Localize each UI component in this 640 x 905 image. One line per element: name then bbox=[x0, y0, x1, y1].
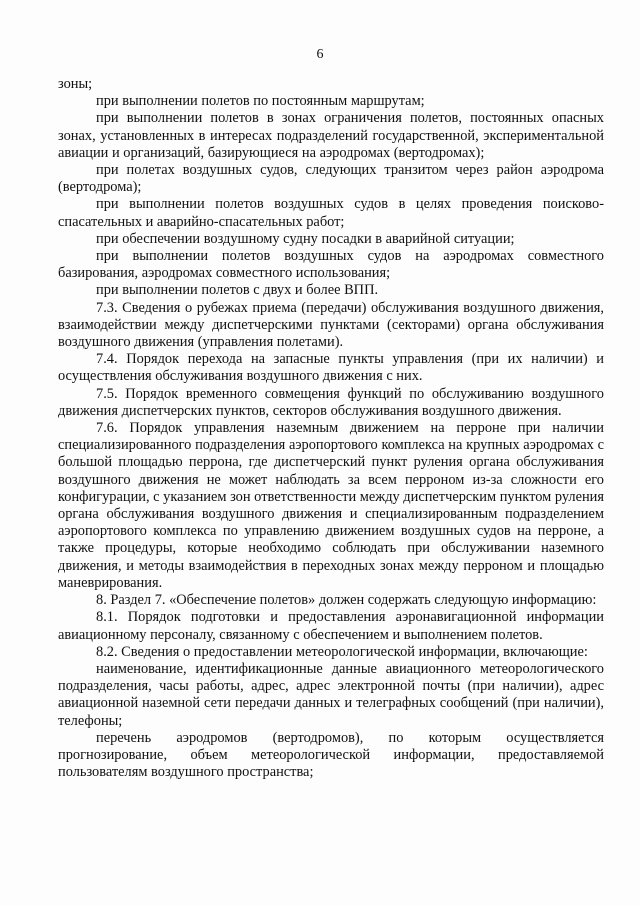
paragraph: 8.2. Сведения о предоставлении метеорологической информации, включающие: bbox=[96, 643, 588, 660]
page-number: 6 bbox=[316, 47, 324, 62]
paragraph: перечень аэродромов (вертодромов), по которым осуществляется прогнозирование, объем метеорологической информации, предоставляемой пользователям воздушного пространства; bbox=[58, 729, 604, 781]
paragraph: при обеспечении воздушному судну посадки в аварийной ситуации; bbox=[96, 230, 515, 247]
paragraph: при полетах воздушных судов, следующих транзитом через район аэродрома (вертодрома); bbox=[58, 162, 604, 196]
paragraph: зоны; bbox=[58, 76, 93, 92]
paragraph: 7.4. Порядок перехода на запасные пункты управления (при их наличии) и осуществления обслуживания воздушного движения с них. bbox=[58, 351, 604, 385]
paragraph: при выполнении полетов по постоянным маршрутам; bbox=[96, 93, 425, 110]
paragraph: 7.6. Порядок управления наземным движением на перроне при наличии специализированного подразделения аэропортового комплекса на крупных аэродромах с большой площадью перрона, где диспетчерский пункт руления органа обслуживания воздушного движения не может наблюдать за всем перроном из-за сложности его конфигурации, с указанием зон ответственности между диспетчерским пунктом руления органа обслуживания воздушного движения и специализированным подразделением аэропортового комплекса по управлению движением воздушных судов на перроне, а также процедуры, которые необходимо соблюдать при обслуживании наземного движения, и методы взаимодействия в переходных зонах между перроном и площадью маневрирования. bbox=[58, 420, 604, 591]
paragraph: наименование, идентификационные данные авиационного метеорологического подразделения, часы работы, адрес, адрес электронной почты (при наличии), адрес авиационной наземной сети передачи данных и телеграфных сообщений (при наличии), телефоны; bbox=[58, 660, 604, 729]
document-body bbox=[58, 76, 604, 781]
paragraph: 8. Раздел 7. «Обеспечение полетов» должен содержать следующую информацию: bbox=[96, 592, 597, 609]
paragraph: 7.3. Сведения о рубежах приема (передачи) обслуживания воздушного движения, взаимодействии между диспетчерскими пунктами (секторами) органа обслуживания воздушного движения (управления полетами). bbox=[58, 299, 604, 351]
paragraph: при выполнении полетов в зонах ограничения полетов, постоянных опасных зонах, установленных в интересах подразделений государственной, экспериментальной авиации и организаций, базирующиеся на аэродромах (вертодромах); bbox=[58, 110, 604, 161]
paragraph: при выполнении полетов воздушных судов в целях проведения поисково-спасательных и аварийно-спасательных работ; bbox=[58, 196, 604, 230]
paragraph: 7.5. Порядок временного совмещения функций по обслуживанию воздушного движения диспетчерских пунктов, секторов обслуживания воздушного движения. bbox=[58, 385, 604, 419]
paragraph: при выполнении полетов с двух и более ВПП. bbox=[96, 282, 379, 299]
paragraph: 8.1. Порядок подготовки и предоставления аэронавигационной информации авиационному персоналу, связанному с обеспечением и выполнением полетов. bbox=[58, 609, 604, 643]
paragraph: при выполнении полетов воздушных судов на аэродромах совместного базирования, аэродромах совместного использования; bbox=[58, 248, 604, 282]
